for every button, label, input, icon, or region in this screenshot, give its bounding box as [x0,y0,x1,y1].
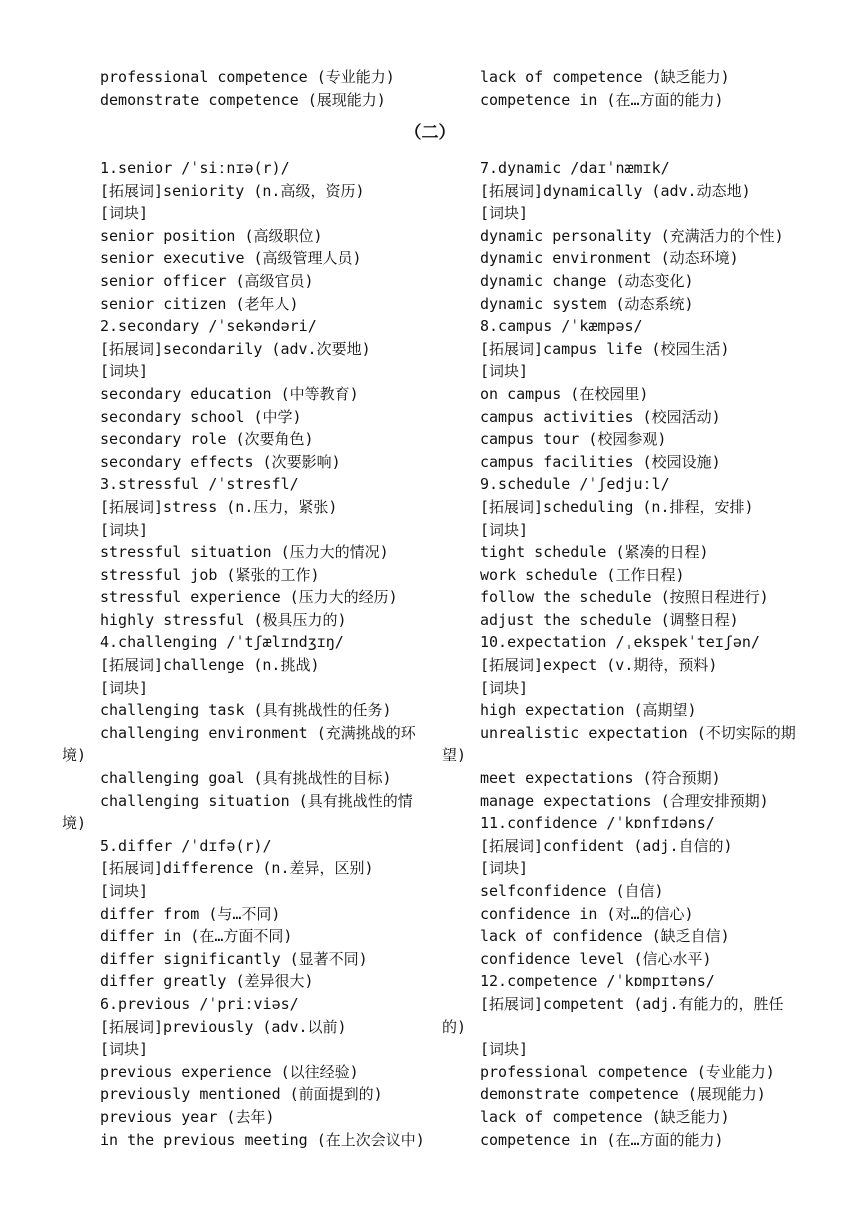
phrase: high expectation (高期望) [480,701,697,720]
phrase: differ in (在…方面不同) [100,927,293,946]
phrase: demonstrate competence (展现能力) [480,1085,766,1104]
phrase: senior executive (高级管理人员) [100,249,362,268]
phrase: work schedule (工作日程) [480,565,685,584]
phrase: selfconfidence (自信) [480,882,664,900]
entry-headword: 1.senior /ˈsiːnɪə(r)/ [100,159,290,177]
phrase: previous experience (以往经验) [100,1062,359,1081]
phrase: secondary effects (次要影响) [100,452,341,471]
entry-headword: 8.campus /ˈkæmpəs/ [480,317,643,336]
phrase: dynamic system (动态系统) [480,294,694,313]
chunk-label: [词块] [480,362,529,381]
phrase: differ significantly (显著不同) [100,949,368,968]
phrase: campus activities (校园活动) [480,407,721,426]
entry-headword: 2.secondary /ˈsekəndəri/ [100,317,317,336]
entry-headword: 11.confidence /ˈkɒnfɪdəns/ [480,814,715,833]
chunk-label: [词块] [100,204,149,223]
chunk-label: [词块] [480,204,529,223]
phrase: confidence level (信心水平) [480,949,712,968]
chunk-label: [词块] [100,520,149,539]
derived-word: [拓展词]dynamically (adv.动态地) [480,181,751,200]
chunk-label: [词块] [100,882,149,900]
phrase: challenging situation (具有挑战性的情 [100,791,413,810]
phrase: secondary school (中学) [100,407,302,426]
entry-headword: 6.previous /ˈpriːviəs/ [100,994,299,1013]
entry-headword: 7.dynamic /daɪˈnæmɪk/ [480,159,670,177]
phrase: campus tour (校园参观) [480,430,667,449]
chunk-label: [词块] [480,859,529,878]
phrase: challenging environment (充满挑战的环 [100,723,416,742]
text-line: competence in (在…方面的能力) [480,90,724,109]
chunk-label: [词块] [480,678,529,697]
text-line: professional competence (专业能力) [100,68,395,86]
phrase-wrap: 境) [62,814,87,833]
entry-headword: 10.expectation /ˌekspekˈteɪʃən/ [480,633,760,652]
phrase: previous year (去年) [100,1107,275,1126]
derived-word: [拓展词]confident (adj.自信的) [480,836,733,855]
top-right-fragment [480,66,730,111]
phrase: competence in (在…方面的能力) [480,1130,724,1149]
derived-word: [拓展词]scheduling (n.排程，安排) [480,497,754,516]
derived-word: [拓展词]secondarily (adv.次要地) [100,339,371,358]
phrase: differ from (与…不同) [100,904,281,923]
phrase: manage expectations (合理安排预期) [480,791,769,810]
derived-word: [拓展词]difference (n.差异，区别) [100,859,374,878]
chunk-label: [词块] [480,520,529,539]
phrase: senior officer (高级官员) [100,271,314,290]
derived-word: [拓展词]challenge (n.挑战) [100,656,320,675]
phrase: challenging task (具有挑战性的任务) [100,701,392,720]
chunk-label: [词块] [100,362,149,381]
right-column [442,157,796,1151]
phrase: secondary role (次要角色) [100,430,314,449]
derived-word: [拓展词]stress (n.压力，紧张) [100,497,338,516]
phrase: campus facilities (校园设施) [480,452,721,471]
phrase: unrealistic expectation (不切实际的期 [480,723,796,742]
entry-headword: 3.stressful /ˈstresfl/ [100,475,299,494]
phrase: previously mentioned (前面提到的) [100,1085,383,1104]
section-heading: （二） [404,123,456,143]
phrase: professional competence (专业能力) [480,1062,775,1081]
chunk-label: [词块] [100,1040,149,1059]
phrase: dynamic environment (动态环境) [480,249,739,268]
phrase: differ greatly (差异很大) [100,972,314,991]
phrase: follow the schedule (按照日程进行) [480,588,769,607]
phrase: highly stressful (极具压力的) [100,610,347,629]
entry-headword: 9.schedule /ˈʃedjuːl/ [480,475,670,494]
phrase-wrap: 望) [442,746,467,765]
phrase: dynamic change (动态变化) [480,271,694,290]
chunk-label: [词块] [480,1040,529,1059]
text-line: demonstrate competence (展现能力) [100,90,386,109]
phrase: meet expectations (符合预期) [480,769,721,788]
entry-headword: 4.challenging /ˈtʃælɪndʒɪŋ/ [100,633,344,652]
phrase: lack of confidence (缺乏自信) [480,927,730,946]
phrase: stressful situation (压力大的情况) [100,543,389,562]
phrase-wrap: 境) [62,746,87,765]
phrase: lack of competence (缺乏能力) [480,1107,730,1126]
chunk-label: [词块] [100,678,149,697]
phrase: on campus (在校园里) [480,384,649,403]
derived-word: [拓展词]seniority (n.高级，资历) [100,181,365,200]
derived-word: [拓展词]campus life (校园生活) [480,339,730,358]
phrase: stressful job (紧张的工作) [100,565,320,584]
derived-word: [拓展词]expect (v.期待，预料) [480,656,718,675]
derived-word-wrap: 的) [442,1017,467,1036]
phrase: secondary education (中等教育) [100,384,359,403]
phrase: senior citizen (老年人) [100,294,299,313]
phrase: tight schedule (紧凑的日程) [480,543,709,562]
text-line: lack of competence (缺乏能力) [480,68,730,86]
phrase: adjust the schedule (调整日程) [480,610,739,629]
entry-headword: 5.differ /ˈdɪfə(r)/ [100,836,272,855]
top-left-fragment [100,66,395,111]
derived-word: [拓展词]competent (adj.有能力的，胜任 [480,994,784,1013]
left-column [62,157,425,1151]
entry-headword: 12.competence /ˈkɒmpɪtəns/ [480,972,715,991]
phrase: dynamic personality (充满活力的个性) [480,226,784,245]
phrase: confidence in (对…的信心) [480,904,694,923]
phrase: senior position (高级职位) [100,226,323,245]
phrase: challenging goal (具有挑战性的目标) [100,769,392,788]
phrase: stressful experience (压力大的经历) [100,588,398,607]
derived-word: [拓展词]previously (adv.以前) [100,1017,347,1036]
phrase: in the previous meeting (在上次会议中) [100,1130,425,1149]
